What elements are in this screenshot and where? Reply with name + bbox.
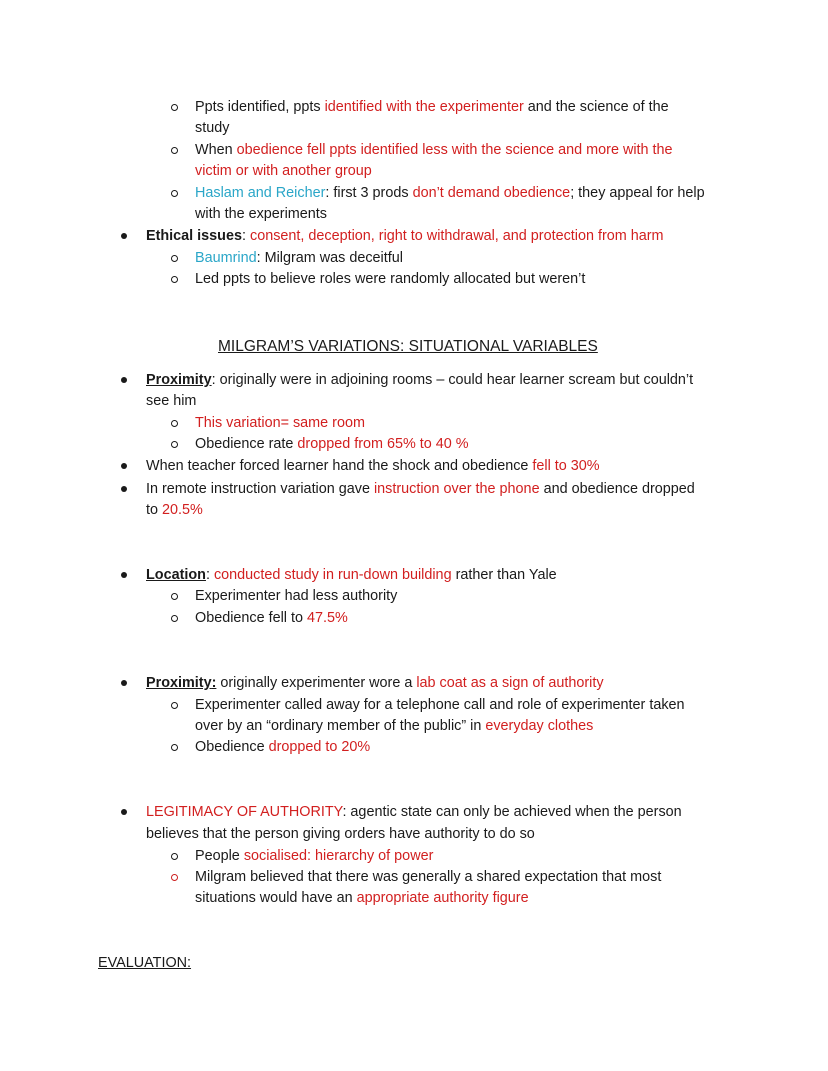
list-item <box>195 248 403 269</box>
highlight-text: everyday clothes <box>485 718 594 734</box>
text: to <box>146 502 162 518</box>
text: Milgram believed that there was generally a shared expectation that most <box>195 869 662 885</box>
text: When teacher forced learner hand the shock and obedience <box>146 458 533 474</box>
citation-text: Haslam and Reicher <box>195 185 326 201</box>
text: : <box>242 228 250 244</box>
hollow-bullet-icon <box>170 413 180 434</box>
list-item <box>146 673 604 694</box>
text: : originally were in adjoining rooms – could hear learner scream but couldn’t <box>211 372 694 388</box>
list-item <box>146 456 600 477</box>
text: with the experiments <box>195 206 327 222</box>
hollow-bullet-icon <box>170 140 180 161</box>
hollow-bullet-icon <box>170 248 180 269</box>
list-item-continuation <box>195 161 372 182</box>
text: see him <box>146 393 197 409</box>
list-item <box>146 802 682 823</box>
evaluation-heading: EVALUATION: <box>98 955 192 971</box>
highlight-label: LEGITIMACY OF AUTHORITY <box>146 804 343 820</box>
list-item <box>195 608 348 629</box>
hollow-bullet-icon <box>170 97 180 118</box>
list-item-continuation <box>146 391 196 412</box>
list-item-continuation <box>195 204 327 225</box>
highlight-text: socialised: hierarchy of power <box>243 848 434 864</box>
highlight-text: appropriate authority figure <box>356 890 529 906</box>
list-item-continuation <box>195 118 229 139</box>
list-item <box>146 565 557 586</box>
bullet-icon <box>120 370 128 391</box>
list-item <box>146 226 664 247</box>
list-item-continuation <box>146 824 535 845</box>
text: over by an “ordinary member of the public” in <box>195 718 486 734</box>
text: : <box>205 567 214 583</box>
bullet-icon <box>120 226 128 247</box>
highlight-text: consent, deception, right to withdrawal, and protection from harm <box>250 228 664 244</box>
list-item <box>195 846 433 867</box>
highlight-text: don’t demand obedience <box>412 185 571 201</box>
highlight-text: identified with the experimenter <box>324 99 524 115</box>
highlight-text: obedience fell ppts identified less with the science and more with the <box>236 142 673 158</box>
bold-label: : <box>211 675 217 691</box>
highlight-text: dropped to 20% <box>268 739 371 755</box>
list-item <box>195 586 397 607</box>
text: : agentic state can only be achieved when the person <box>342 804 682 820</box>
bullet-icon <box>120 456 128 477</box>
text: Obedience <box>195 739 269 755</box>
hollow-bullet-icon <box>170 867 180 888</box>
list-item <box>195 867 661 888</box>
bold-label: Proximity <box>146 675 212 691</box>
highlight-text: victim or with another group <box>195 163 372 179</box>
hollow-bullet-icon <box>170 737 180 758</box>
list-item-continuation <box>146 500 203 521</box>
text: rather than Yale <box>451 567 557 583</box>
highlight-text: lab coat as a sign of authority <box>416 675 604 691</box>
hollow-bullet-icon <box>170 608 180 629</box>
highlight-text: fell to 30% <box>532 458 600 474</box>
highlight-text: 20.5% <box>162 502 203 518</box>
text: originally experimenter wore a <box>216 675 417 691</box>
text: Experimenter had less authority <box>195 588 398 604</box>
text: Experimenter called away for a telephone call and role of experimenter taken <box>195 697 685 713</box>
hollow-bullet-icon <box>170 269 180 290</box>
list-item-continuation <box>195 716 593 737</box>
text: Obedience rate <box>195 436 298 452</box>
text: and obedience dropped <box>539 481 695 497</box>
list-item <box>195 269 585 290</box>
list-item <box>195 737 370 758</box>
list-item <box>195 183 705 204</box>
text: In remote instruction variation gave <box>146 481 374 497</box>
citation-text: Baumrind <box>195 250 257 266</box>
text: Led ppts to believe roles were randomly allocated but weren’t <box>195 271 586 287</box>
highlight-text: instruction over the phone <box>373 481 540 497</box>
text: : Milgram was deceitful <box>256 250 403 266</box>
hollow-bullet-icon <box>170 183 180 204</box>
list-item <box>195 695 685 716</box>
hollow-bullet-icon <box>170 695 180 716</box>
highlight-text: conducted study in run-down building <box>213 567 452 583</box>
text: People <box>195 848 244 864</box>
text: believes that the person giving orders have authority to do so <box>146 826 535 842</box>
bold-label: Proximity <box>146 372 212 388</box>
bullet-icon <box>120 802 128 823</box>
list-item <box>195 413 365 434</box>
bullet-icon <box>120 565 128 586</box>
text: Obedience fell to <box>195 610 307 626</box>
bold-label: Location <box>146 567 206 583</box>
list-item <box>195 434 469 455</box>
hollow-bullet-icon <box>170 586 180 607</box>
list-item <box>146 479 695 500</box>
hollow-bullet-icon <box>170 434 180 455</box>
text: situations would have an <box>195 890 357 906</box>
list-item <box>195 97 669 118</box>
bullet-icon <box>120 479 128 500</box>
list-item <box>146 370 693 391</box>
section-heading: MILGRAM’S VARIATIONS: SITUATIONAL VARIABLES <box>218 338 598 355</box>
bullet-icon <box>120 673 128 694</box>
highlight-text: This variation= same room <box>195 415 365 431</box>
highlight-text: 47.5% <box>307 610 348 626</box>
hollow-bullet-icon <box>170 846 180 867</box>
text: When <box>195 142 237 158</box>
bold-label: Ethical issues <box>146 228 242 244</box>
list-item-continuation <box>195 888 529 909</box>
text: ; they appeal for help <box>570 185 705 201</box>
highlight-text: dropped from 65% to 40 % <box>297 436 469 452</box>
text: Ppts identified, ppts <box>195 99 325 115</box>
list-item <box>195 140 673 161</box>
text: and the science of the <box>523 99 669 115</box>
text: : first 3 prods <box>325 185 413 201</box>
text: study <box>195 120 230 136</box>
